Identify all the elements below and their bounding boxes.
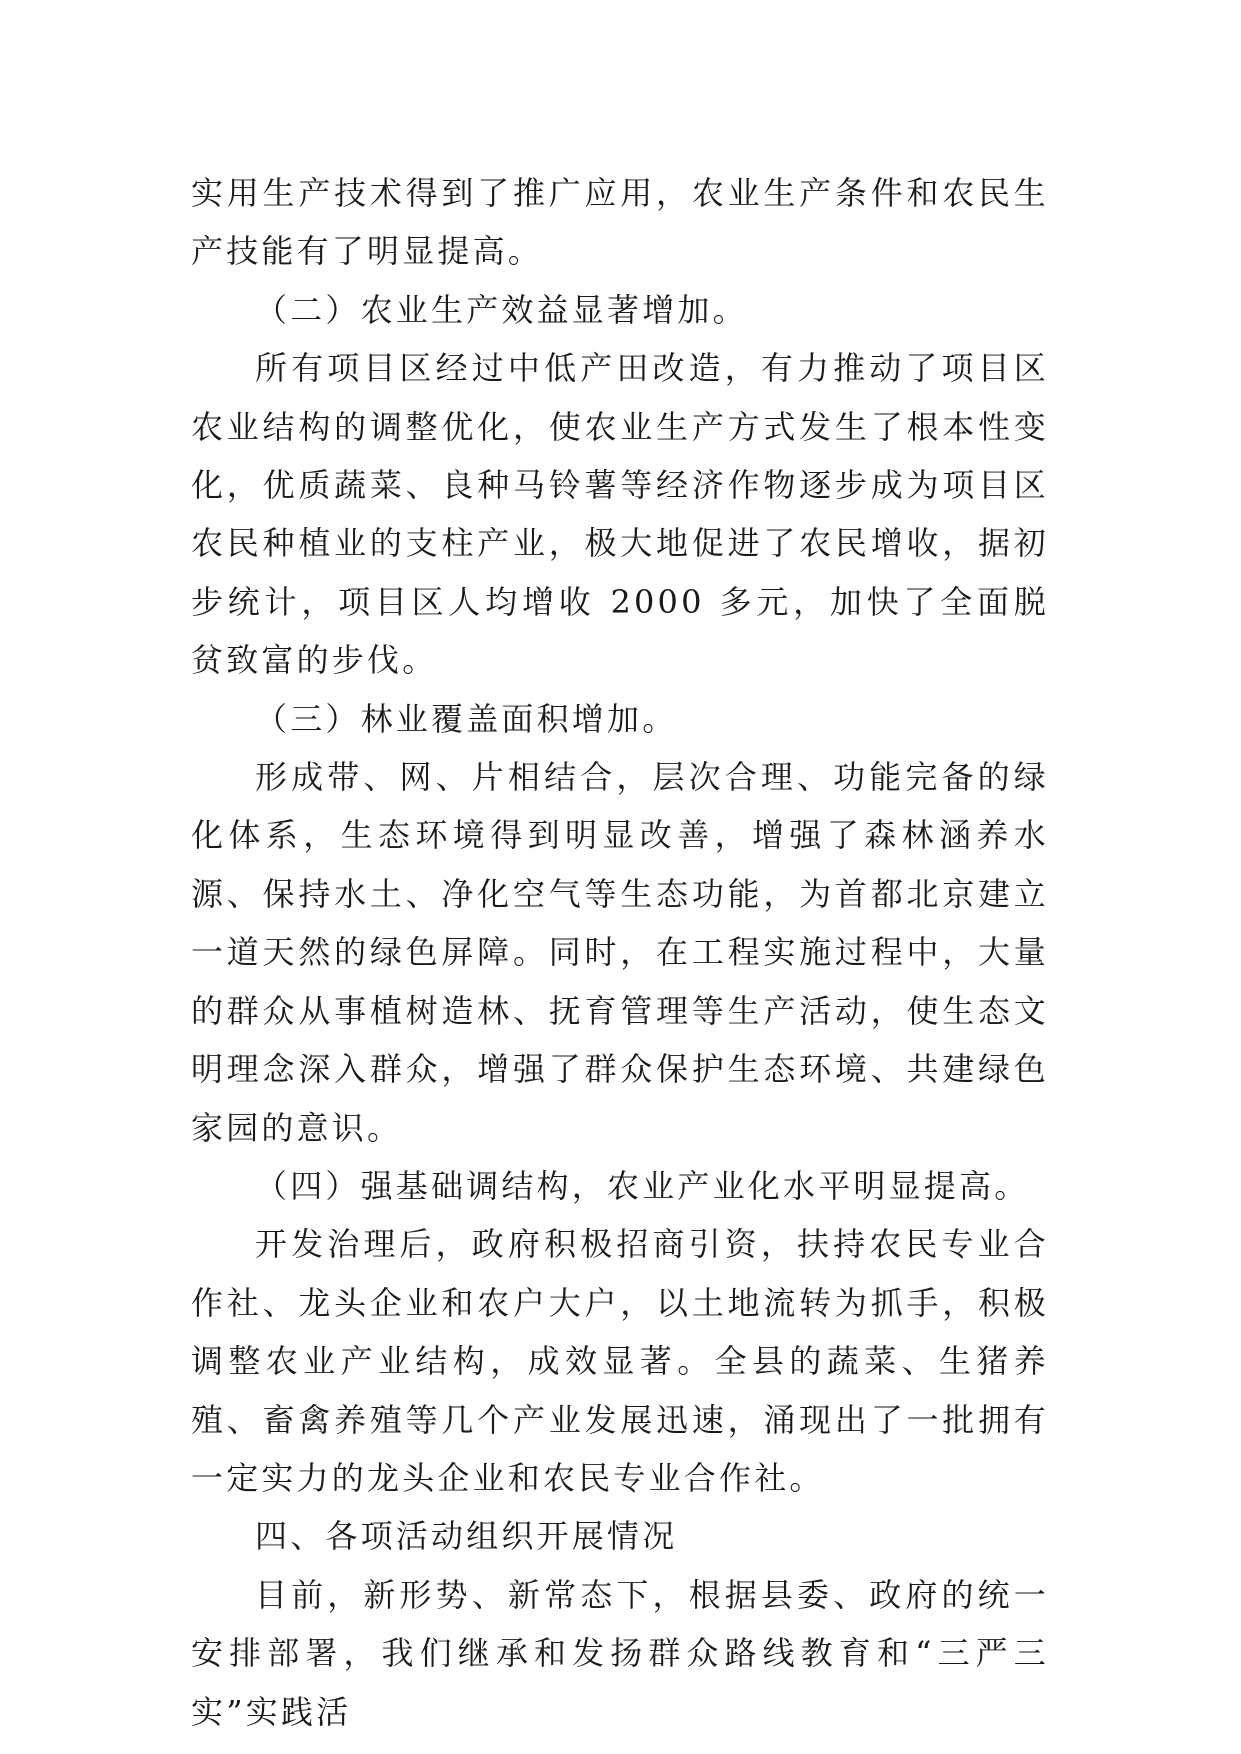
document-body xyxy=(191,164,1049,1741)
paragraph-yield-increase: 所有项目区经过中低产田改造，有力推动了项目区农业结构的调整优化，使农业生产方式发生了根本性变化，优质蔬菜、良种马铃薯等经济作物逐步成为项目区农民种植业的支柱产业，极大地促进了农民增收，据初步统计，项目区人均增收 2000 多元，加快了全面脱贫致富的步伐。 xyxy=(191,349,1049,680)
section-heading-3: （三）林业覆盖面积增加。 xyxy=(255,699,678,738)
paragraph-activities: 目前，新形势、新常态下，根据县委、政府的统一安排部署，我们继承和发扬群众路线教育和“三严三实”实践活 xyxy=(191,1575,1049,1731)
paragraph-forest-coverage: 形成带、网、片相结合，层次合理、功能完备的绿化体系，生态环境得到明显改善，增强了森林涵养水源、保持水土、净化空气等生态功能，为首都北京建立一道天然的绿色屏障。同时，在工程实施过程中，大量的群众从事植树造林、抚育管理等生产活动，使生态文明理念深入群众，增强了群众保护生态环境、共建绿色家园的意识。 xyxy=(191,758,1049,1147)
paragraph-continued: 实用生产技术得到了推广应用，农业生产条件和农民生产技能有了明显提高。 xyxy=(191,174,1049,271)
section-heading-4: （四）强基础调结构，农业产业化水平明显提高。 xyxy=(255,1166,1030,1205)
section-heading-2: （二）农业生产效益显著增加。 xyxy=(255,290,748,329)
paragraph-industrialization: 开发治理后，政府积极招商引资，扶持农民专业合作社、龙头企业和农户大户，以土地流转为抓手，积极调整农业产业结构，成效显著。全县的蔬菜、生猪养殖、畜禽养殖等几个产业发展迅速，涌现出了一批拥有一定实力的龙头企业和农民专业合作社。 xyxy=(191,1225,1049,1497)
section-heading-activities: 四、各项活动组织开展情况 xyxy=(255,1517,678,1556)
